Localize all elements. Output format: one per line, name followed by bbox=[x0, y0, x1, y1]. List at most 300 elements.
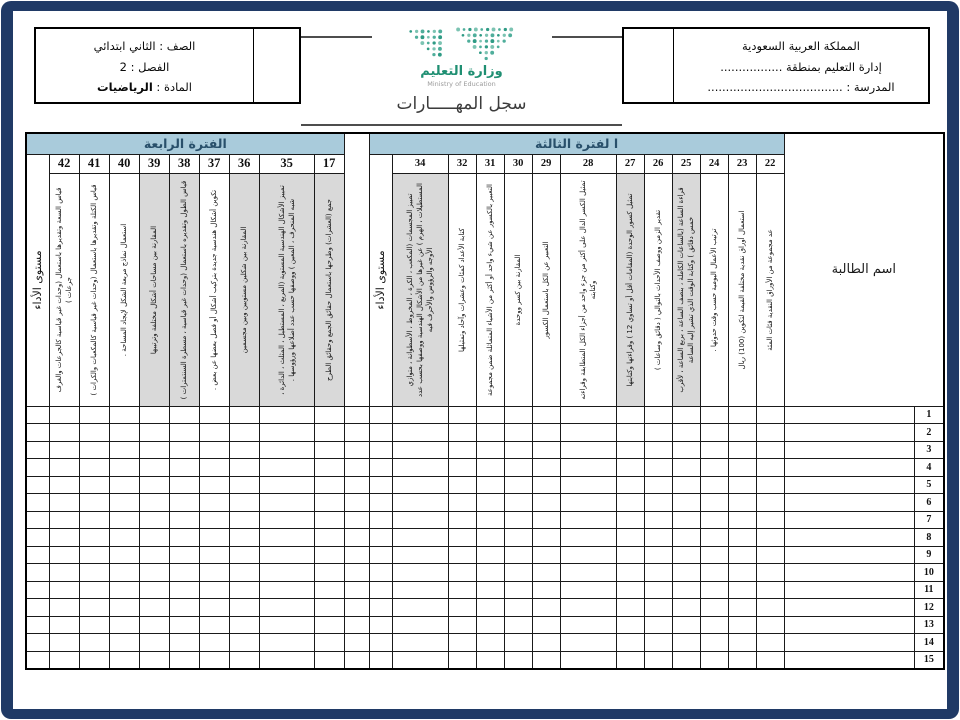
mark-cell-23 bbox=[728, 459, 756, 477]
row-number: 8 bbox=[914, 529, 944, 547]
mark-cell-36 bbox=[229, 424, 259, 442]
mark-cell-28 bbox=[560, 494, 616, 512]
skill-description-text: تقدير الزمن ووصف الأحداث بالتوالي ( دقائق وساعات ) bbox=[654, 209, 663, 370]
subject-line: المادة : الرياضيات bbox=[97, 80, 192, 95]
mark-cell-17 bbox=[314, 511, 344, 529]
mark-cell-24 bbox=[700, 599, 728, 617]
performance-cell-p3 bbox=[369, 459, 392, 477]
skill-description-text: استعمال نماذج مربعة الشكل لإيجاد المساحة . bbox=[120, 223, 129, 356]
mark-cell-27 bbox=[616, 651, 644, 669]
mark-cell-31 bbox=[476, 616, 504, 634]
mark-cell-26 bbox=[644, 459, 672, 477]
mark-cell-25 bbox=[672, 581, 700, 599]
student-row bbox=[26, 651, 944, 669]
mark-cell-17 bbox=[314, 529, 344, 547]
mark-cell-22 bbox=[756, 494, 784, 512]
mark-cell-32 bbox=[448, 581, 476, 599]
mark-cell-28 bbox=[560, 424, 616, 442]
mark-cell-34 bbox=[392, 599, 448, 617]
mark-cell-40 bbox=[109, 494, 139, 512]
spacer-cell bbox=[344, 494, 369, 512]
mark-cell-26 bbox=[644, 616, 672, 634]
mark-cell-34 bbox=[392, 546, 448, 564]
row-number: 11 bbox=[914, 581, 944, 599]
spacer-cell bbox=[344, 459, 369, 477]
mark-cell-36 bbox=[229, 581, 259, 599]
skill-description-35 bbox=[259, 173, 314, 406]
mark-cell-30 bbox=[504, 441, 532, 459]
mark-cell-35 bbox=[259, 581, 314, 599]
skill-description-25 bbox=[672, 173, 700, 406]
performance-cell-p4 bbox=[26, 424, 49, 442]
skill-number-37: 37 bbox=[199, 154, 229, 173]
mark-cell-28 bbox=[560, 476, 616, 494]
spacer-cell bbox=[344, 406, 369, 424]
mark-cell-28 bbox=[560, 406, 616, 424]
skill-description-22 bbox=[756, 173, 784, 406]
mark-cell-28 bbox=[560, 581, 616, 599]
skill-number-25: 25 bbox=[672, 154, 700, 173]
mark-cell-23 bbox=[728, 476, 756, 494]
mark-cell-41 bbox=[79, 564, 109, 582]
mark-cell-38 bbox=[169, 494, 199, 512]
performance-cell-p3 bbox=[369, 599, 392, 617]
mark-cell-34 bbox=[392, 511, 448, 529]
mark-cell-38 bbox=[169, 651, 199, 669]
skill-description-text: تكوين أشكال هندسية جديدة بتركيب أشكال أو فصل بعضها عن بعض . bbox=[210, 189, 219, 390]
row-number: 12 bbox=[914, 599, 944, 617]
mark-cell-23 bbox=[728, 494, 756, 512]
spacer-cell bbox=[344, 511, 369, 529]
mark-cell-23 bbox=[728, 599, 756, 617]
skill-number-31: 31 bbox=[476, 154, 504, 173]
mark-cell-41 bbox=[79, 406, 109, 424]
student-name-cell bbox=[784, 511, 914, 529]
skill-description-text: قياس الطول وتقديره باستعمال (وحدات غير قياسية ، مسطرة السنتمترات ) bbox=[180, 180, 189, 399]
mark-cell-24 bbox=[700, 634, 728, 652]
spacer-cell bbox=[344, 616, 369, 634]
mark-cell-38 bbox=[169, 511, 199, 529]
mark-cell-40 bbox=[109, 599, 139, 617]
student-name-cell bbox=[784, 599, 914, 617]
mark-cell-38 bbox=[169, 441, 199, 459]
skills-table bbox=[25, 132, 945, 670]
performance-cell-p4 bbox=[26, 529, 49, 547]
mark-cell-26 bbox=[644, 599, 672, 617]
mark-cell-35 bbox=[259, 651, 314, 669]
mark-cell-23 bbox=[728, 529, 756, 547]
mark-cell-41 bbox=[79, 616, 109, 634]
mark-cell-26 bbox=[644, 564, 672, 582]
mark-cell-38 bbox=[169, 581, 199, 599]
mark-cell-32 bbox=[448, 599, 476, 617]
mark-cell-42 bbox=[49, 599, 79, 617]
mark-cell-23 bbox=[728, 441, 756, 459]
performance-cell-p4 bbox=[26, 494, 49, 512]
mark-cell-37 bbox=[199, 529, 229, 547]
mark-cell-39 bbox=[139, 424, 169, 442]
mark-cell-39 bbox=[139, 651, 169, 669]
mark-cell-34 bbox=[392, 529, 448, 547]
spacer-cell bbox=[344, 424, 369, 442]
mark-cell-37 bbox=[199, 406, 229, 424]
mark-cell-36 bbox=[229, 494, 259, 512]
mark-cell-22 bbox=[756, 406, 784, 424]
skill-number-34: 34 bbox=[392, 154, 448, 173]
student-name-cell bbox=[784, 581, 914, 599]
performance-cell-p3 bbox=[369, 494, 392, 512]
mark-cell-35 bbox=[259, 494, 314, 512]
mark-cell-25 bbox=[672, 511, 700, 529]
performance-cell-p4 bbox=[26, 441, 49, 459]
mark-cell-28 bbox=[560, 459, 616, 477]
mark-cell-22 bbox=[756, 581, 784, 599]
mark-cell-26 bbox=[644, 581, 672, 599]
mark-cell-41 bbox=[79, 494, 109, 512]
performance-cell-p4 bbox=[26, 581, 49, 599]
mark-cell-22 bbox=[756, 441, 784, 459]
student-row bbox=[26, 634, 944, 652]
mark-cell-32 bbox=[448, 424, 476, 442]
mark-cell-24 bbox=[700, 616, 728, 634]
mark-cell-39 bbox=[139, 564, 169, 582]
mark-cell-30 bbox=[504, 406, 532, 424]
mark-cell-37 bbox=[199, 634, 229, 652]
skill-description-text: عد مجموعة من الأوراق النقدية فئات المئة bbox=[766, 228, 775, 351]
mark-cell-37 bbox=[199, 459, 229, 477]
mark-cell-26 bbox=[644, 651, 672, 669]
mark-cell-22 bbox=[756, 616, 784, 634]
mark-cell-24 bbox=[700, 476, 728, 494]
mark-cell-27 bbox=[616, 599, 644, 617]
skill-description-text: تمثيل الكسر الدال على أكثر من جزء واحد من أجزاء الكل المتطابقة وقراءته وكتابته bbox=[578, 179, 598, 400]
mark-cell-23 bbox=[728, 546, 756, 564]
skill-number-22: 22 bbox=[756, 154, 784, 173]
period-3-header: ا لفترة الثالثة bbox=[369, 133, 784, 154]
spacer-column bbox=[344, 133, 369, 406]
mark-cell-31 bbox=[476, 581, 504, 599]
performance-cell-p4 bbox=[26, 406, 49, 424]
mark-cell-27 bbox=[616, 459, 644, 477]
performance-cell-p3 bbox=[369, 476, 392, 494]
spacer-cell bbox=[344, 476, 369, 494]
class-info-box bbox=[34, 27, 301, 104]
mark-cell-42 bbox=[49, 511, 79, 529]
mark-cell-30 bbox=[504, 424, 532, 442]
mark-cell-38 bbox=[169, 564, 199, 582]
mark-cell-29 bbox=[532, 511, 560, 529]
mark-cell-31 bbox=[476, 511, 504, 529]
student-name-cell bbox=[784, 459, 914, 477]
mark-cell-39 bbox=[139, 441, 169, 459]
edu-admin-line: إدارة التعليم بمنطقة ................. bbox=[720, 59, 882, 74]
student-name-cell bbox=[784, 494, 914, 512]
performance-cell-p3 bbox=[369, 406, 392, 424]
mark-cell-29 bbox=[532, 599, 560, 617]
mark-cell-26 bbox=[644, 529, 672, 547]
ministry-wordmark-en: Ministry of Education bbox=[427, 80, 496, 88]
skill-description-text: المقارنة بين كسر ووحدة bbox=[514, 254, 523, 325]
skill-number-29: 29 bbox=[532, 154, 560, 173]
mark-cell-26 bbox=[644, 546, 672, 564]
mark-cell-38 bbox=[169, 459, 199, 477]
mark-cell-24 bbox=[700, 511, 728, 529]
semester-line: الفصل : 2 bbox=[119, 59, 170, 74]
mark-cell-29 bbox=[532, 616, 560, 634]
mark-cell-30 bbox=[504, 476, 532, 494]
mark-cell-24 bbox=[700, 406, 728, 424]
mark-cell-38 bbox=[169, 599, 199, 617]
mark-cell-25 bbox=[672, 634, 700, 652]
mark-cell-17 bbox=[314, 564, 344, 582]
mark-cell-32 bbox=[448, 459, 476, 477]
mark-cell-22 bbox=[756, 564, 784, 582]
mark-cell-22 bbox=[756, 651, 784, 669]
student-name-cell bbox=[784, 529, 914, 547]
class-info-empty-cell bbox=[253, 29, 299, 102]
mark-cell-42 bbox=[49, 581, 79, 599]
mark-cell-35 bbox=[259, 424, 314, 442]
spacer-cell bbox=[344, 441, 369, 459]
skill-description-29 bbox=[532, 173, 560, 406]
performance-cell-p3 bbox=[369, 581, 392, 599]
mark-cell-28 bbox=[560, 564, 616, 582]
mark-cell-37 bbox=[199, 546, 229, 564]
kingdom-line: المملكة العربية السعودية bbox=[742, 39, 860, 53]
mark-cell-36 bbox=[229, 634, 259, 652]
mark-cell-39 bbox=[139, 511, 169, 529]
mark-cell-24 bbox=[700, 651, 728, 669]
mark-cell-35 bbox=[259, 459, 314, 477]
mark-cell-25 bbox=[672, 459, 700, 477]
mark-cell-22 bbox=[756, 529, 784, 547]
performance-cell-p4 bbox=[26, 599, 49, 617]
mark-cell-29 bbox=[532, 441, 560, 459]
mark-cell-23 bbox=[728, 424, 756, 442]
row-number: 2 bbox=[914, 424, 944, 442]
row-number: 10 bbox=[914, 564, 944, 582]
mark-cell-37 bbox=[199, 616, 229, 634]
mark-cell-40 bbox=[109, 511, 139, 529]
mark-cell-34 bbox=[392, 441, 448, 459]
performance-cell-p4 bbox=[26, 651, 49, 669]
mark-cell-41 bbox=[79, 599, 109, 617]
mark-cell-32 bbox=[448, 441, 476, 459]
mark-cell-39 bbox=[139, 616, 169, 634]
mark-cell-40 bbox=[109, 634, 139, 652]
document-header bbox=[13, 11, 947, 126]
mark-cell-39 bbox=[139, 476, 169, 494]
skill-number-42: 42 bbox=[49, 154, 79, 173]
mark-cell-23 bbox=[728, 634, 756, 652]
moe-logo-icon bbox=[403, 25, 521, 63]
mark-cell-25 bbox=[672, 424, 700, 442]
performance-cell-p4 bbox=[26, 476, 49, 494]
mark-cell-36 bbox=[229, 529, 259, 547]
row-number: 9 bbox=[914, 546, 944, 564]
mark-cell-26 bbox=[644, 441, 672, 459]
mark-cell-30 bbox=[504, 494, 532, 512]
performance-cell-p3 bbox=[369, 424, 392, 442]
mark-cell-24 bbox=[700, 494, 728, 512]
mark-cell-38 bbox=[169, 476, 199, 494]
spacer-cell bbox=[344, 599, 369, 617]
student-name-cell bbox=[784, 546, 914, 564]
mark-cell-40 bbox=[109, 546, 139, 564]
mark-cell-17 bbox=[314, 651, 344, 669]
mark-cell-39 bbox=[139, 494, 169, 512]
mark-cell-32 bbox=[448, 529, 476, 547]
mark-cell-23 bbox=[728, 581, 756, 599]
mark-cell-30 bbox=[504, 634, 532, 652]
mark-cell-27 bbox=[616, 616, 644, 634]
mark-cell-37 bbox=[199, 476, 229, 494]
mark-cell-39 bbox=[139, 546, 169, 564]
mark-cell-42 bbox=[49, 634, 79, 652]
mark-cell-25 bbox=[672, 494, 700, 512]
skill-description-41 bbox=[79, 173, 109, 406]
skill-number-41: 41 bbox=[79, 154, 109, 173]
skill-description-text: جمع (العشرات) وطرحها باستعمال حقائق الجمع وحقائق الطرح bbox=[325, 198, 334, 381]
ministry-info-box bbox=[622, 27, 930, 104]
mark-cell-25 bbox=[672, 616, 700, 634]
mark-cell-24 bbox=[700, 529, 728, 547]
grade-line: الصف : الثاني ابتدائي bbox=[93, 39, 196, 53]
mark-cell-42 bbox=[49, 529, 79, 547]
skill-number-35: 35 bbox=[259, 154, 314, 173]
mark-cell-27 bbox=[616, 546, 644, 564]
mark-cell-24 bbox=[700, 564, 728, 582]
performance-cell-p3 bbox=[369, 511, 392, 529]
row-number: 15 bbox=[914, 651, 944, 669]
mark-cell-28 bbox=[560, 599, 616, 617]
performance-cell-p4 bbox=[26, 634, 49, 652]
mark-cell-29 bbox=[532, 564, 560, 582]
mark-cell-40 bbox=[109, 529, 139, 547]
mark-cell-35 bbox=[259, 476, 314, 494]
mark-cell-17 bbox=[314, 424, 344, 442]
mark-cell-30 bbox=[504, 511, 532, 529]
skill-description-text: تمييز المجسمات (المكعب ، الكرة ، المخروط ، الأسطوانة ، متوازي المستطيلات ، الهرم ) عن غيرها من الأشكال الهندسية ووصفها بحسب عدد الأوجه والرؤوس والأحرف فيه bbox=[405, 182, 435, 397]
student-row bbox=[26, 476, 944, 494]
mark-cell-30 bbox=[504, 599, 532, 617]
skill-number-36: 36 bbox=[229, 154, 259, 173]
mark-cell-35 bbox=[259, 564, 314, 582]
spacer-cell bbox=[344, 581, 369, 599]
mark-cell-42 bbox=[49, 616, 79, 634]
mark-cell-39 bbox=[139, 406, 169, 424]
performance-cell-p3 bbox=[369, 564, 392, 582]
skill-description-36 bbox=[229, 173, 259, 406]
mark-cell-36 bbox=[229, 476, 259, 494]
mark-cell-35 bbox=[259, 529, 314, 547]
mark-cell-35 bbox=[259, 441, 314, 459]
mark-cell-29 bbox=[532, 406, 560, 424]
spacer-cell bbox=[344, 651, 369, 669]
student-row bbox=[26, 529, 944, 547]
mark-cell-42 bbox=[49, 406, 79, 424]
mark-cell-31 bbox=[476, 634, 504, 652]
mark-cell-31 bbox=[476, 529, 504, 547]
mark-cell-30 bbox=[504, 546, 532, 564]
mark-cell-32 bbox=[448, 476, 476, 494]
spacer-cell bbox=[344, 564, 369, 582]
skill-description-text: ترتيب الأعمال اليومية حسب وقت حدوثها . bbox=[710, 228, 719, 351]
mark-cell-22 bbox=[756, 511, 784, 529]
skill-description-37 bbox=[199, 173, 229, 406]
mark-cell-32 bbox=[448, 494, 476, 512]
mark-cell-39 bbox=[139, 529, 169, 547]
performance-cell-p4 bbox=[26, 564, 49, 582]
mark-cell-24 bbox=[700, 424, 728, 442]
skill-number-28: 28 bbox=[560, 154, 616, 173]
mark-cell-34 bbox=[392, 634, 448, 652]
mark-cell-37 bbox=[199, 581, 229, 599]
mark-cell-39 bbox=[139, 599, 169, 617]
mark-cell-42 bbox=[49, 494, 79, 512]
mark-cell-42 bbox=[49, 476, 79, 494]
mark-cell-39 bbox=[139, 634, 169, 652]
mark-cell-29 bbox=[532, 651, 560, 669]
mark-cell-42 bbox=[49, 564, 79, 582]
performance-cell-p3 bbox=[369, 634, 392, 652]
mark-cell-32 bbox=[448, 546, 476, 564]
mark-cell-22 bbox=[756, 476, 784, 494]
student-name-cell bbox=[784, 616, 914, 634]
period-4-header: الفترة الرابعة bbox=[26, 133, 344, 154]
mark-cell-17 bbox=[314, 441, 344, 459]
skill-description-31 bbox=[476, 173, 504, 406]
performance-cell-p3 bbox=[369, 651, 392, 669]
skill-description-32 bbox=[448, 173, 476, 406]
skill-description-text: كتابة الأعداد كمئات وعشرات وآحاد وتمثيلها bbox=[458, 227, 467, 352]
mark-cell-17 bbox=[314, 599, 344, 617]
skill-description-text: التعبير بالكسور عن شيء واحد أو أكثر من الأشياء المتماثلة ضمن مجموعة bbox=[486, 183, 495, 396]
mark-cell-28 bbox=[560, 546, 616, 564]
mark-cell-37 bbox=[199, 599, 229, 617]
mark-cell-38 bbox=[169, 529, 199, 547]
student-row bbox=[26, 511, 944, 529]
mark-cell-24 bbox=[700, 581, 728, 599]
mark-cell-37 bbox=[199, 651, 229, 669]
ministry-info-empty-cell bbox=[624, 29, 674, 102]
student-row bbox=[26, 459, 944, 477]
mark-cell-17 bbox=[314, 406, 344, 424]
mark-cell-32 bbox=[448, 564, 476, 582]
performance-level-label: مستوى الأداء bbox=[30, 250, 44, 310]
mark-cell-25 bbox=[672, 441, 700, 459]
mark-cell-27 bbox=[616, 511, 644, 529]
performance-level-label: مستوى الأداء bbox=[373, 250, 387, 310]
mark-cell-27 bbox=[616, 581, 644, 599]
mark-cell-37 bbox=[199, 494, 229, 512]
mark-cell-26 bbox=[644, 511, 672, 529]
mark-cell-23 bbox=[728, 564, 756, 582]
mark-cell-27 bbox=[616, 406, 644, 424]
student-row bbox=[26, 424, 944, 442]
performance-cell-p4 bbox=[26, 459, 49, 477]
mark-cell-35 bbox=[259, 406, 314, 424]
mark-cell-27 bbox=[616, 634, 644, 652]
mark-cell-27 bbox=[616, 476, 644, 494]
mark-cell-40 bbox=[109, 441, 139, 459]
mark-cell-31 bbox=[476, 459, 504, 477]
mark-cell-31 bbox=[476, 494, 504, 512]
skill-description-28 bbox=[560, 173, 616, 406]
mark-cell-24 bbox=[700, 441, 728, 459]
mark-cell-31 bbox=[476, 406, 504, 424]
mark-cell-41 bbox=[79, 634, 109, 652]
